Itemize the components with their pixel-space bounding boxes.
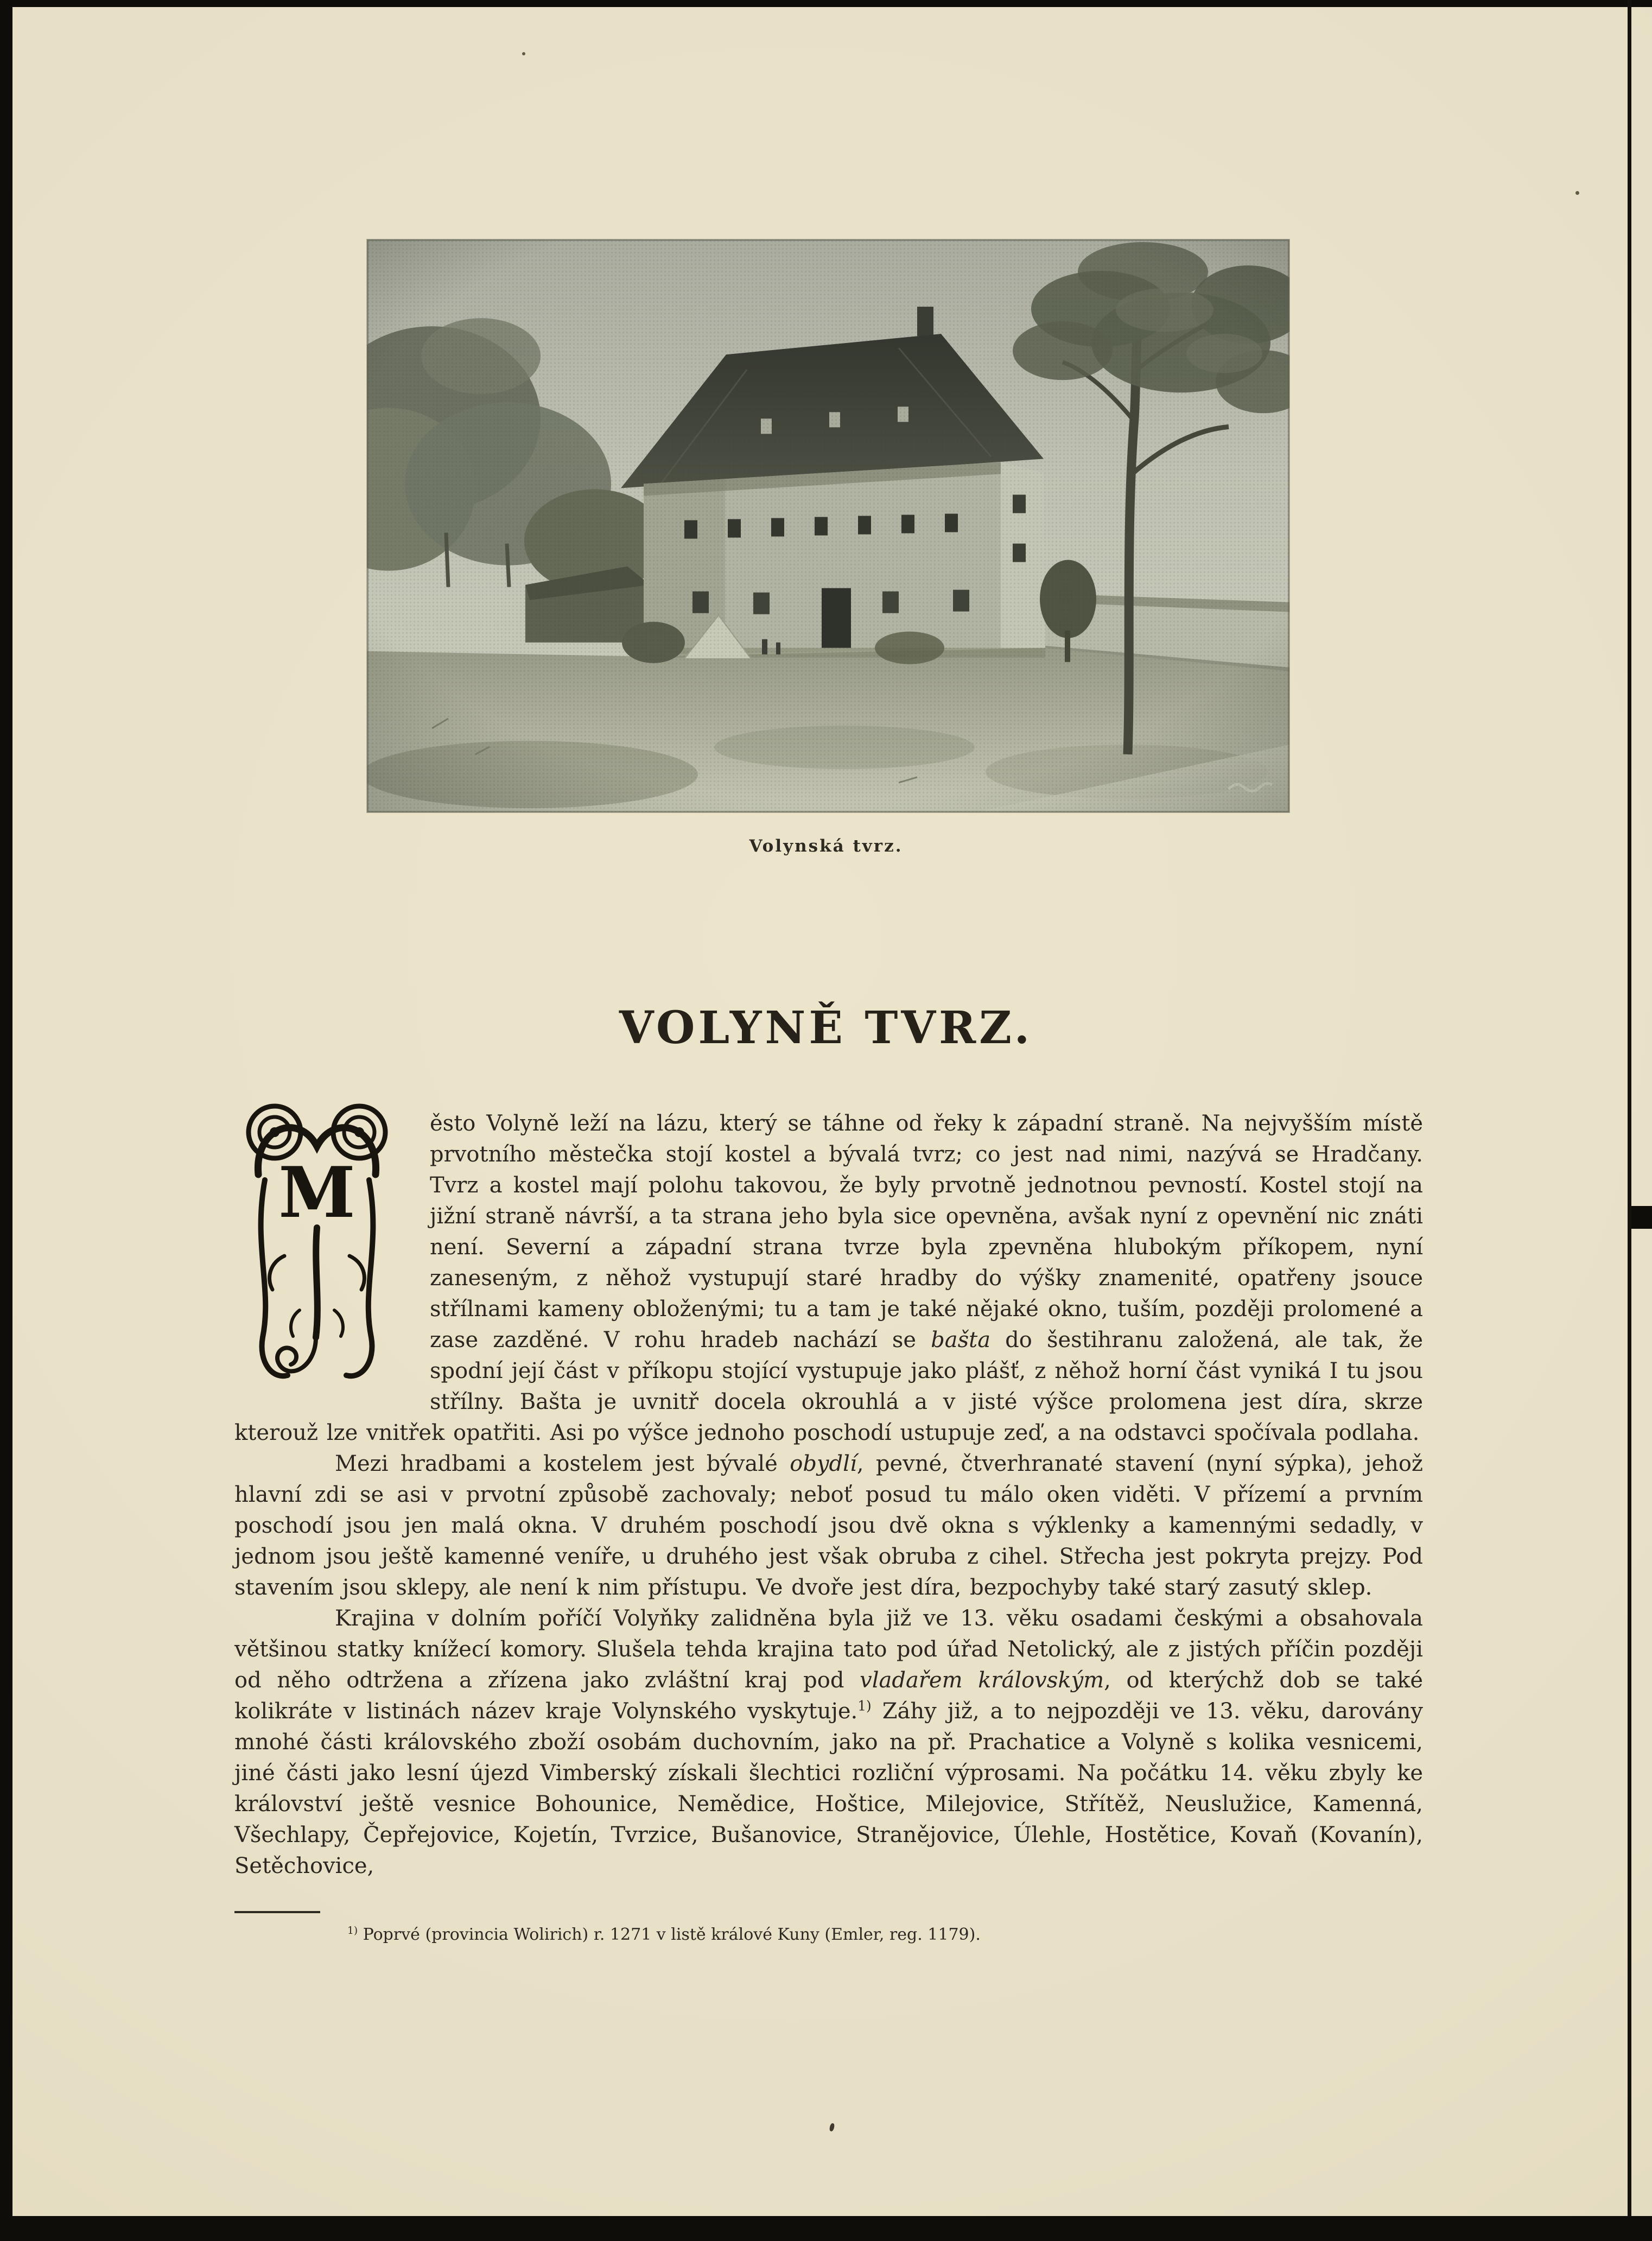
article-text (234, 1108, 1423, 1882)
paper-speck (1575, 191, 1579, 195)
ornamental-initial (234, 1082, 400, 1402)
scan-edge-mark (1631, 1206, 1652, 1229)
paragraph: Krajina v dolním poříčí Volyňky zalidněna byla již ve 13. věku osadami českými a obsahovala většinou statky knížecí komory. Slušela tehda krajina tato pod úřad Netolický, ale z jistých příčin později od něho odtržena a zřízena jako zvláštní kraj pod vladařem královským, od kterýchž dob se také kolikráte v listinách název kraje Volynského vyskytuje.$^{1)}$ Záhy již, a to nejpozději ve 13. věku, darovány mnohé části královského zboží osobám duchovním, jako na př. Prachatice a Volyně s kolika vesnicemi, jiné části jako lesní újezd Vimberský získali šlechtici rozliční výprosami. Na počátku 14. věku zbyly ke království ještě vesnice Bohounice, Nemědice, Hoštice, Milejovice, Střítěž, Neuslužice, Kamenná, Všechlapy, Čepřejovice, Kojetín, Tvrzice, Bušanovice, Stranějovice, Úlehle, Hostětice, Kovaň (Kovanín), Setěchovice, (234, 1606, 1423, 1878)
paragraph-text: ěsto Volyně leží na lázu, který se táhne od řeky k západní straně. Na nejvyšším místě prvotního městečka stojí kostel a bývalá tvrz; co jest nad nimi, nazývá se Hradčany. Tvrz a kostel mají polohu takovou, že byly prvotně jednotnou pevností. Kostel stojí na jižní straně návrší, a ta strana jeho byla sice opevněna, avšak nyní z opevnění nic znáti není. Severní a západní strana tvrze byla zpevněna hlubokým příkopem, nyní zaneseným, z něhož vystupují staré hradby do výšky znamenité, opatřeny jsouce střílnami kameny obloženými; tu a tam je také nějaké okno, tuším, později prolomené a zase zazděné. V rohu hradeb nachází se bašta do šestihranu založená, ale tak, že spodní její část v příkopu stojící vystupuje jako plášť, z něhož horní část vyniká I tu jsou střílny. Bašta je uvnitř docela okrouhlá a v jisté výšce prolomena jest díra, skrze kterouž lze vnitřek opatřiti. Asi po výšce jednoho poschodí ustupuje zeď, a na odstavci spočívala podlaha. (234, 1111, 1423, 1445)
footnote-text: Poprvé (provincia Wolirich) r. 1271 v listě králové Kuny (Emler, reg. 1179). (363, 1925, 981, 1944)
footnote (347, 1925, 981, 1945)
scan-edge-top (0, 0, 1652, 7)
fortress-photo (367, 239, 1289, 812)
footnote-rule (234, 1911, 320, 1913)
fortress-photo-illustration (367, 239, 1289, 812)
paper-speck (829, 2123, 835, 2131)
scan-edge-bottom (0, 2216, 1652, 2241)
figure-caption: Volynská tvrz. (749, 836, 903, 856)
photo-texture (367, 239, 1289, 812)
scan-edge-left (0, 0, 12, 2241)
scan-edge-right (1628, 0, 1631, 2241)
ornamental-initial-icon (234, 1082, 400, 1402)
paragraph: Mezi hradbami a kostelem jest bývalé obydlí, pevné, čtverhranaté stavení (nyní sýpka), jehož hlavní zdi se asi v prvotní způsobě zachovaly; neboť posud tu málo oken viděti. V přízemí a prvním poschodí jsou jen malá okna. V druhém poschodí jsou dvě okna s výklenky a kamennými sedadly, v jednom jsou ještě kamenné veníře, u druhého jest však obruba z cihel. Střecha jest pokryta prejzy. Pod stavením jsou sklepy, ale není k nim přístupu. Ve dvoře jest díra, bezpochyby také starý zasutý sklep. (234, 1451, 1423, 1600)
page-title: VOLYNĚ TVRZ. (619, 1002, 1033, 1054)
paper-speck (522, 52, 525, 55)
paragraph (234, 1108, 1423, 1449)
drop-cap-letter: M (278, 1152, 355, 1234)
footnote-marker: 1) (347, 1925, 358, 1937)
